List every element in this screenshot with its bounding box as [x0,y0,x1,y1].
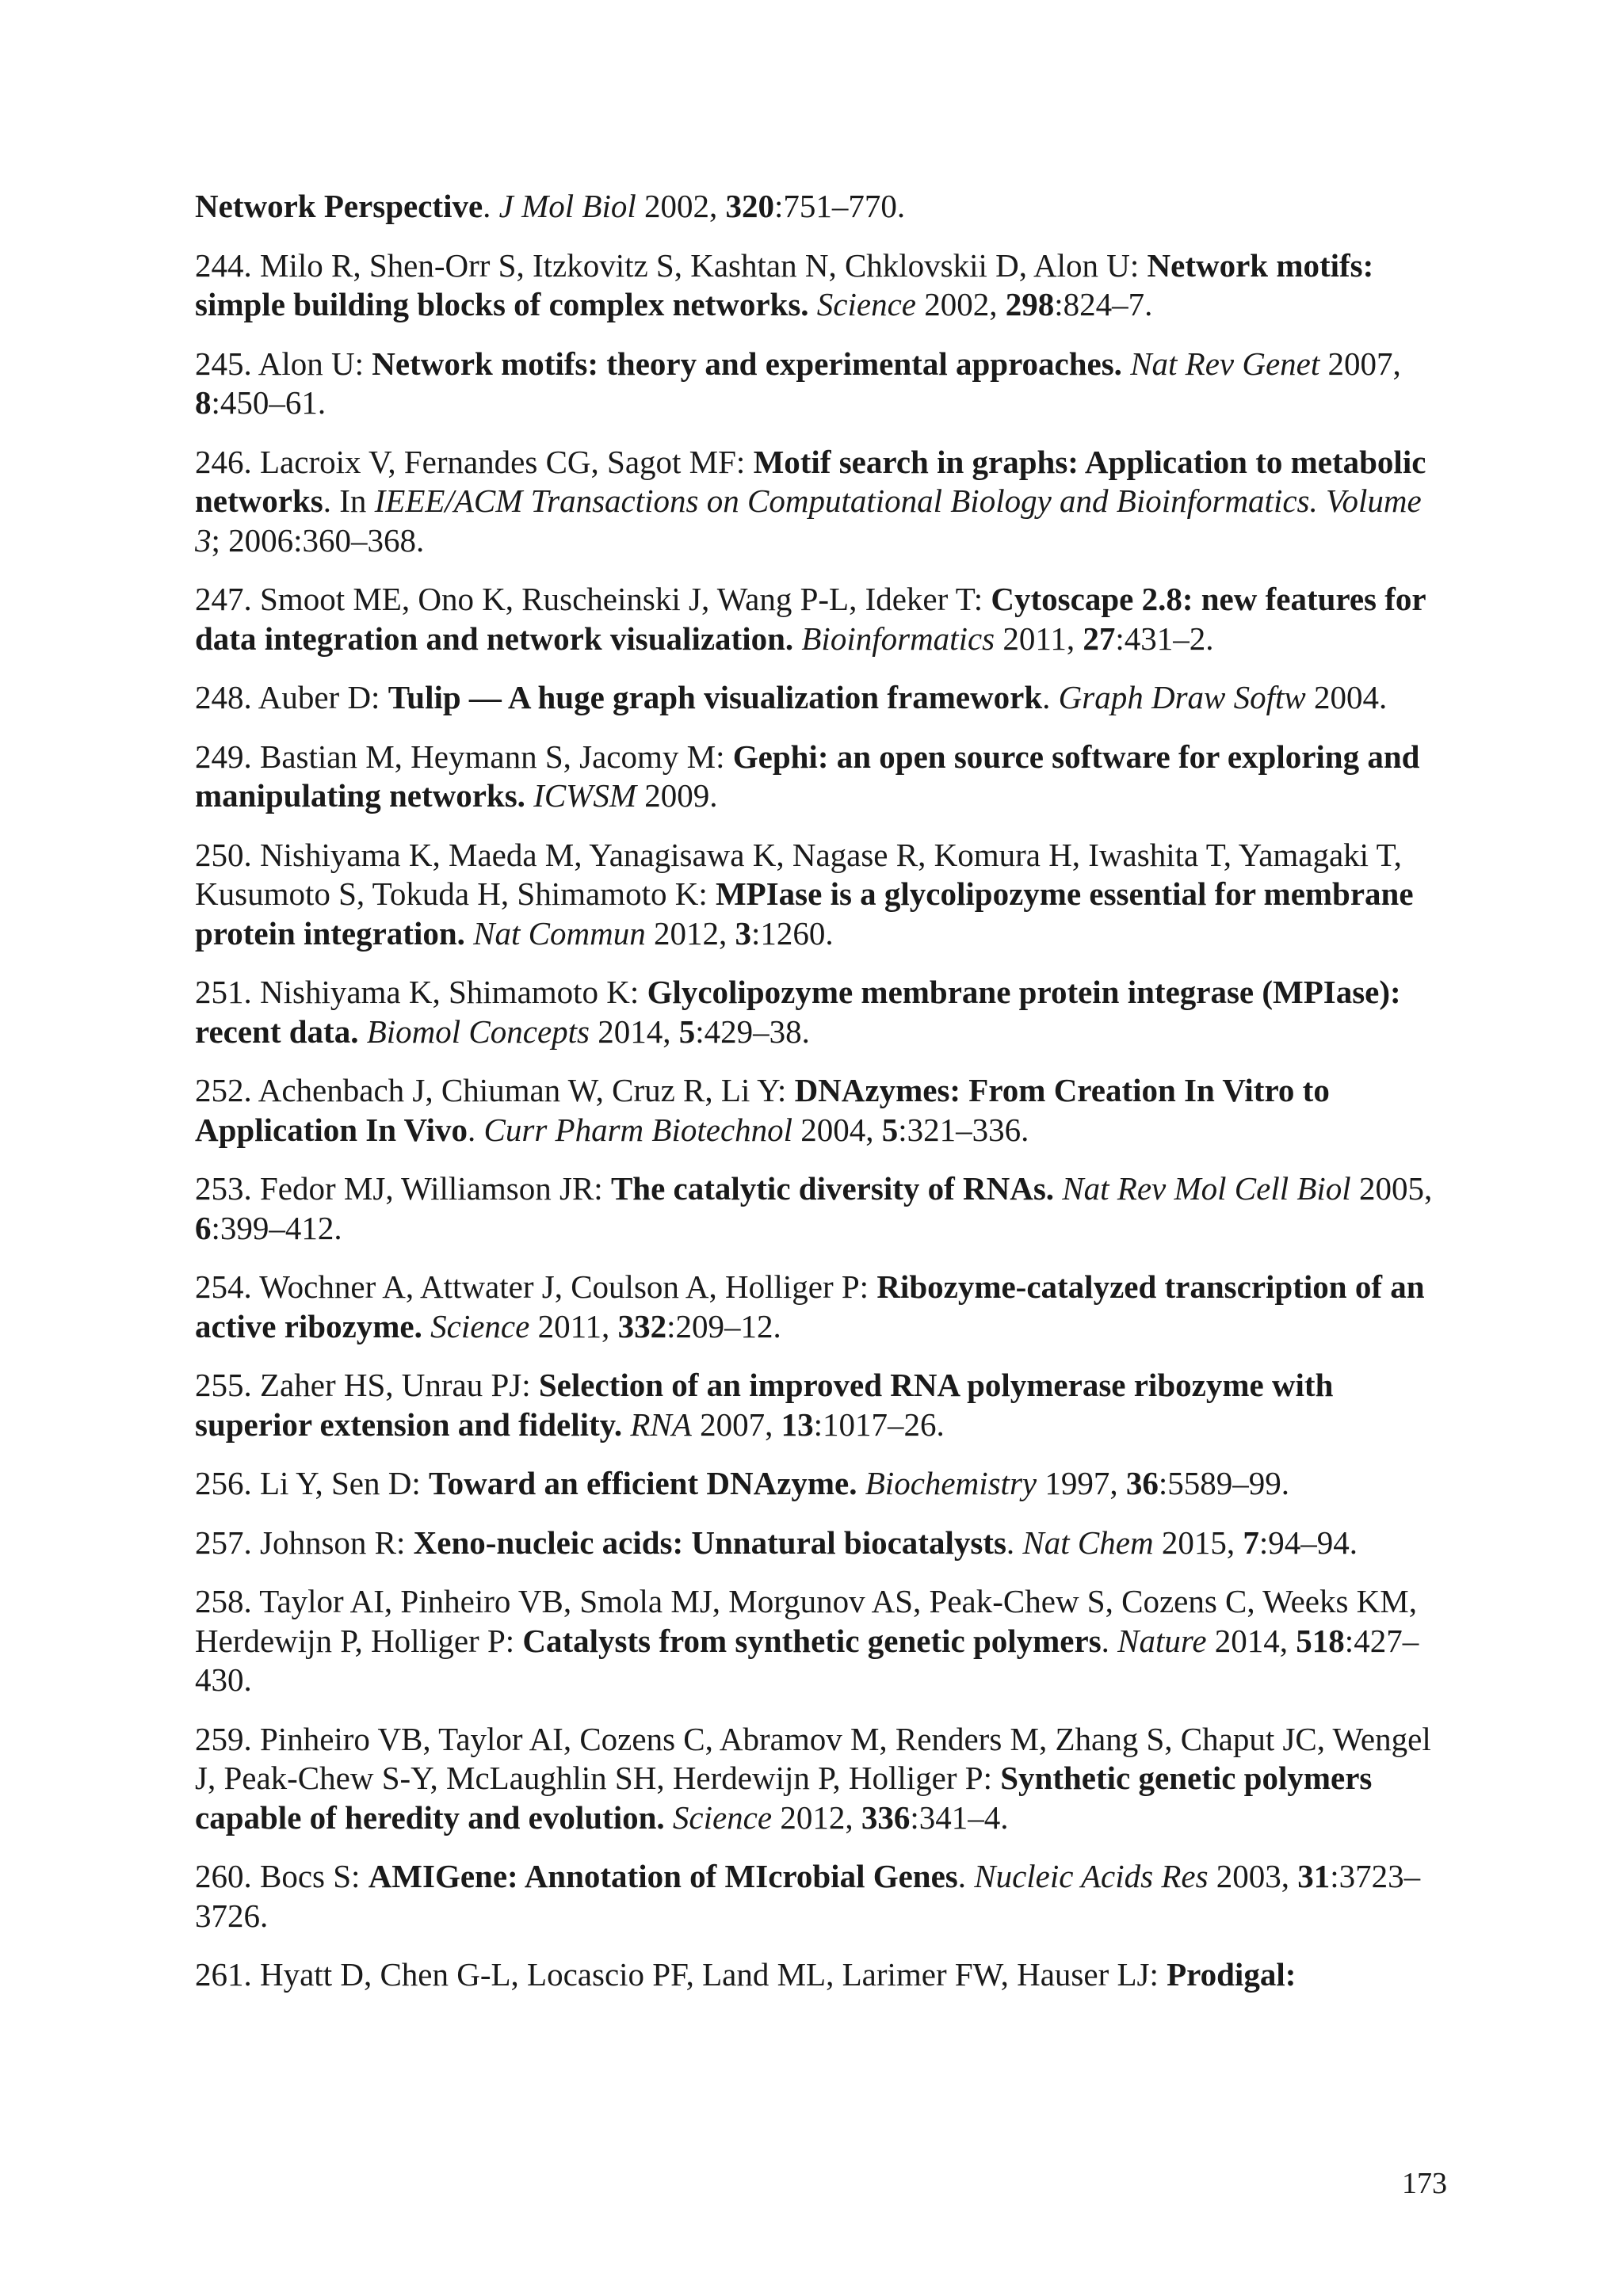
reference-text: 260. Bocs S: [195,1858,369,1894]
reference-title: Motif search in graphs: Application to metabolic networks [195,443,1426,519]
reference-title: Ribozyme-catalyzed transcription of an active ribozyme. [195,1268,1425,1344]
reference-entry [195,1857,1447,1936]
reference-title: Network motifs: theory and experimental approaches. [372,345,1122,382]
reference-entry [195,738,1447,816]
reference-title: Tulip — A huge graph visualization framework [388,679,1043,715]
reference-text: 2012, [772,1798,861,1836]
reference-list [195,187,1447,2015]
reference-text: 2011, [995,620,1083,657]
reference-text [793,620,801,657]
reference-text [358,1013,366,1050]
reference-journal: Science [430,1307,530,1344]
reference-journal: RNA [630,1405,692,1443]
reference-entry [195,246,1447,325]
reference-title: 36 [1125,1465,1159,1501]
reference-text: :431–2. [1115,620,1214,657]
reference-entry [195,1955,1447,1995]
reference-journal: Nat Chem [1022,1524,1154,1561]
reference-title: 5 [678,1013,696,1050]
reference-journal: Nat Rev Mol Cell Biol [1062,1170,1351,1207]
reference-text: 2007, [1319,345,1401,382]
reference-journal: Bioinformatics [801,620,995,657]
reference-entry [195,836,1447,954]
reference-text: 1997, [1037,1465,1126,1501]
reference-title: 6 [195,1209,212,1246]
reference-title: 518 [1296,1622,1345,1659]
reference-text: :94–94. [1258,1524,1358,1561]
reference-text: 253. Fedor MJ, Williamson JR: [195,1170,611,1207]
reference-text [1122,345,1130,382]
reference-title: 7 [1243,1524,1259,1561]
reference-text [1054,1170,1062,1207]
reference-text: 2004, [792,1111,882,1148]
reference-title: Gephi: an open source software for exploring and manipulating networks. [195,738,1420,814]
reference-entry [195,580,1447,658]
reference-entry [195,1524,1447,1563]
reference-text: . [1006,1524,1023,1561]
reference-text: ; 2006:360–368. [211,521,425,559]
reference-title: 31 [1297,1858,1331,1894]
reference-text: 247. Smoot ME, Ono K, Ruscheinski J, Wang P-L, Ideker T: [195,581,991,617]
reference-journal: Nucleic Acids Res [974,1858,1209,1894]
reference-text: :824–7. [1054,286,1153,322]
reference-text: . [483,188,499,224]
reference-text: 2014, [1206,1622,1296,1659]
reference-text: :1017–26. [813,1405,945,1443]
page-number: 173 [1402,2167,1447,2200]
reference-title: Network motifs: simple building blocks of complex networks. [195,246,1374,322]
reference-journal: Biomol Concepts [366,1013,590,1050]
reference-journal: Biochemistry [865,1465,1037,1501]
reference-text: . [1101,1622,1118,1659]
reference-journal: Graph Draw Softw [1058,679,1306,715]
reference-text: . [468,1111,484,1148]
reference-text: 244. Milo R, Shen-Orr S, Itzkovitz S, Kashtan N, Chklovskii D, Alon U: [195,246,1148,284]
reference-text: 259. Pinheiro VB, Taylor AI, Cozens C, Abramov M, Renders M, Zhang S, Chaput JC, Wengel J, Peak-Chew S-Y, McLaughlin SH, Herdewijn P, Holliger P: [195,1720,1431,1796]
reference-title: 336 [861,1798,911,1836]
reference-journal: Curr Pharm Biotechnol [483,1111,793,1148]
reference-text: :751–770. [773,188,906,224]
reference-journal: Nat Rev Genet [1130,345,1320,382]
reference-title: 332 [617,1307,667,1344]
reference-text: 251. Nishiyama K, Shimamoto K: [195,974,647,1010]
reference-text: 2003, [1208,1858,1298,1894]
reference-journal: Nat Commun [473,914,646,952]
reference-text: 2002, [915,286,1006,322]
reference-title: 320 [725,188,774,224]
reference-text: :209–12. [666,1307,781,1344]
reference-entry [195,1169,1447,1248]
reference-title: 3 [735,914,751,952]
reference-text: 258. Taylor AI, Pinheiro VB, Smola MJ, Morgunov AS, Peak-Chew S, Cozens C, Weeks KM, Herdewijn P, Holliger P: [195,1583,1417,1659]
reference-text [465,915,473,952]
reference-title: 13 [781,1405,814,1443]
reference-entry [195,1720,1447,1838]
reference-title: 5 [881,1111,899,1148]
reference-text: . In [323,482,375,519]
reference-journal: J Mol Biol [498,188,636,224]
reference-text: . [957,1858,975,1894]
reference-entry [195,443,1447,561]
reference-text: :341–4. [910,1798,1009,1836]
reference-text: 255. Zaher HS, Unrau PJ: [195,1367,539,1403]
reference-title: Synthetic genetic polymers capable of heredity and evolution. [195,1760,1373,1836]
reference-entry [195,678,1447,718]
reference-text: :3723–3726. [195,1858,1421,1934]
reference-title: 8 [195,384,212,421]
reference-text: :5589–99. [1158,1465,1290,1501]
reference-entry [195,187,1447,227]
reference-text: 2005, [1350,1170,1433,1207]
reference-text: :399–412. [211,1209,342,1246]
reference-title: AMIGene: Annotation of MIcrobial Genes [368,1858,958,1894]
reference-title: DNAzymes: From Creation In Vitro to Application In Vivo [195,1072,1330,1148]
reference-journal: ICWSM [533,777,636,814]
reference-text [422,1308,430,1344]
reference-journal: Science [816,286,916,322]
reference-entry [195,1366,1447,1444]
reference-text: 249. Bastian M, Heymann S, Jacomy M: [195,738,733,775]
reference-entry [195,1582,1447,1700]
reference-text: :429–38. [695,1013,810,1050]
reference-text: 257. Johnson R: [195,1524,414,1561]
reference-title: Glycolipozyme membrane protein integrase (MPIase): recent data. [195,974,1401,1050]
reference-text: 245. Alon U: [195,345,372,382]
reference-title: 27 [1083,620,1116,657]
reference-text: 2007, [691,1405,781,1443]
reference-text: 250. Nishiyama K, Maeda M, Yanagisawa K, Nagase R, Komura H, Iwashita T, Yamagaki T, Kusumoto S, Tokuda H, Shimamoto K: [195,836,1402,912]
reference-title: MPIase is a glycolipozyme essential for membrane protein integration. [195,875,1414,952]
reference-title: Toward an efficient DNAzyme. [429,1465,857,1501]
reference-text [525,777,533,814]
reference-title: Selection of an improved RNA polymerase ribozyme with superior extension and fidelity. [195,1367,1334,1443]
reference-title: Network Perspective [195,188,483,224]
reference-text: 246. Lacroix V, Fernandes CG, Sagot MF: [195,443,754,480]
reference-text: 2011, [529,1307,618,1344]
reference-entry [195,1268,1447,1346]
reference-journal: Nature [1117,1622,1207,1659]
reference-text: 261. Hyatt D, Chen G-L, Locascio PF, Land ML, Larimer FW, Hauser LJ: [195,1956,1167,1993]
reference-text: 248. Auber D: [195,679,388,715]
reference-text: 252. Achenbach J, Chiuman W, Cruz R, Li Y: [195,1072,795,1108]
reference-entry [195,973,1447,1051]
reference-entry [195,1071,1447,1150]
reference-text: 2012, [645,914,735,952]
reference-text: 2014, [590,1013,679,1050]
reference-title: Prodigal: [1167,1956,1296,1993]
reference-text: :321–336. [898,1111,1029,1148]
reference-text: :1260. [750,914,834,952]
reference-text: 256. Li Y, Sen D: [195,1465,429,1501]
reference-title: Cytoscape 2.8: new features for data integration and network visualization. [195,581,1426,657]
reference-text [665,1799,673,1836]
reference-text: 254. Wochner A, Attwater J, Coulson A, Holliger P: [195,1268,877,1305]
reference-text: . [1042,679,1059,715]
reference-journal: Science [672,1798,773,1836]
reference-text: 2009. [636,777,718,814]
reference-text: 2004. [1305,679,1388,715]
reference-text [622,1406,630,1443]
reference-journal: IEEE/ACM Transactions on Computational Biology and Bioinformatics. Volume 3 [195,482,1422,559]
reference-title: Xeno-nucleic acids: Unnatural biocatalysts [413,1524,1006,1561]
reference-title: 298 [1005,286,1055,322]
reference-text: 2015, [1153,1524,1243,1561]
reference-title: The catalytic diversity of RNAs. [610,1170,1055,1207]
reference-text: 2002, [636,188,726,224]
reference-text: :450–61. [211,384,327,421]
reference-title: Catalysts from synthetic genetic polymers [522,1622,1102,1659]
reference-entry [195,1464,1447,1504]
reference-text [857,1465,865,1501]
reference-text: :427–430. [195,1622,1419,1698]
reference-entry [195,345,1447,423]
reference-text [809,286,817,322]
